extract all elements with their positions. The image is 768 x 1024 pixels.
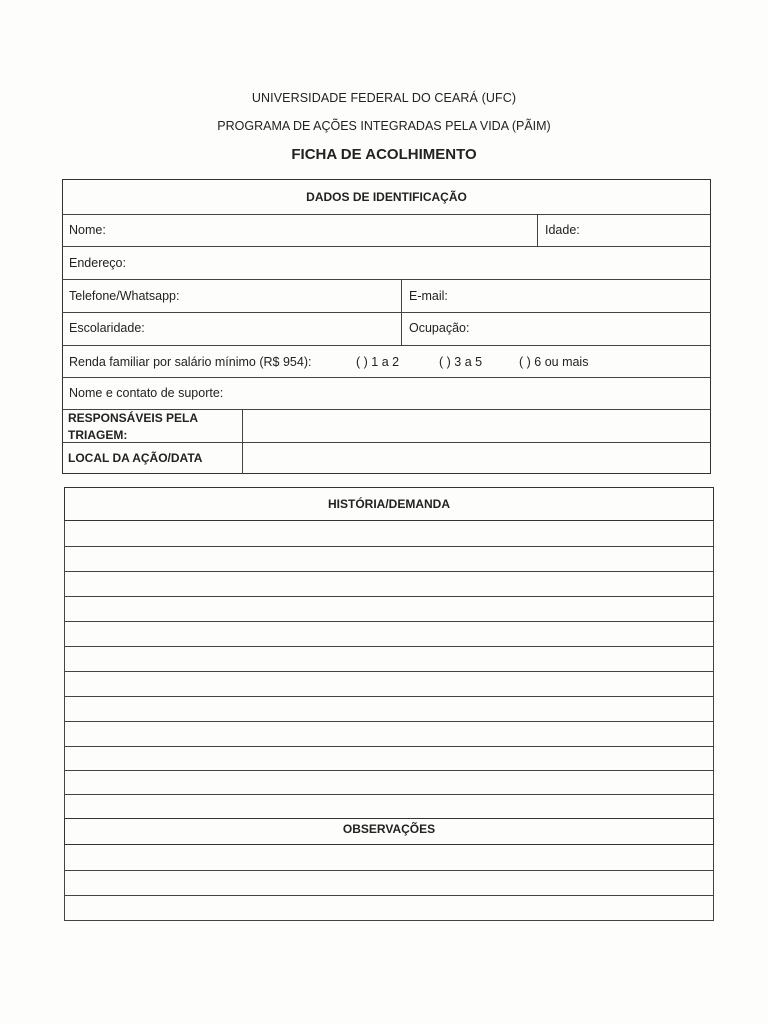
history-line[interactable]: [64, 746, 714, 747]
observations-line[interactable]: [64, 895, 714, 896]
history-line[interactable]: [64, 546, 714, 547]
phone-label: Telefone/Whatsapp:: [69, 289, 180, 303]
university-name: UNIVERSIDADE FEDERAL DO CEARÁ (UFC): [251, 91, 517, 105]
history-line[interactable]: [64, 621, 714, 622]
history-section-title: HISTÓRIA/DEMANDA: [328, 497, 450, 511]
income-label: Renda familiar por salário mínimo (R$ 954):: [69, 355, 312, 369]
name-label: Nome:: [69, 223, 106, 237]
history-line[interactable]: [64, 770, 714, 771]
history-line[interactable]: [64, 596, 714, 597]
history-line[interactable]: [64, 794, 714, 795]
history-line[interactable]: [64, 696, 714, 697]
income-option-1-2[interactable]: ( ) 1 a 2: [356, 355, 400, 369]
triage-label-line1: RESPONSÁVEIS PELA: [68, 411, 199, 425]
triage-field[interactable]: [245, 411, 707, 440]
phone-field[interactable]: [195, 281, 398, 310]
triage-label: [68, 410, 198, 444]
history-line[interactable]: [64, 671, 714, 672]
history-line[interactable]: [64, 571, 714, 572]
occupation-field[interactable]: [476, 314, 707, 343]
form-title: FICHA DE ACOLHIMENTO: [291, 146, 477, 163]
address-label: Endereço:: [69, 256, 126, 270]
address-field[interactable]: [134, 248, 707, 277]
email-field[interactable]: [456, 281, 707, 310]
observations-line[interactable]: [64, 920, 714, 921]
education-field[interactable]: [152, 314, 398, 343]
age-field[interactable]: [585, 216, 707, 244]
program-name: PROGRAMA DE AÇÕES INTEGRADAS PELA VIDA (PÃIM): [217, 119, 551, 133]
triage-label-line2: TRIAGEM:: [68, 428, 128, 442]
location-date-label: LOCAL DA AÇÃO/DATA: [68, 451, 203, 465]
education-label: Escolaridade:: [69, 321, 145, 335]
observations-line[interactable]: [64, 870, 714, 871]
income-option-3-5[interactable]: ( ) 3 a 5: [439, 355, 483, 369]
age-label: Idade:: [545, 223, 580, 237]
email-label: E-mail:: [409, 289, 448, 303]
support-contact-field[interactable]: [240, 379, 707, 407]
support-contact-label: Nome e contato de suporte:: [69, 386, 224, 400]
name-field[interactable]: [110, 216, 534, 244]
location-date-field[interactable]: [245, 444, 707, 472]
income-option-6-plus[interactable]: ( ) 6 ou mais: [519, 355, 589, 369]
identification-section-title: DADOS DE IDENTIFICAÇÃO: [306, 190, 467, 204]
history-line[interactable]: [64, 721, 714, 722]
observations-section-title: OBSERVAÇÕES: [342, 822, 436, 836]
history-line[interactable]: [64, 646, 714, 647]
occupation-label: Ocupação:: [409, 321, 470, 335]
